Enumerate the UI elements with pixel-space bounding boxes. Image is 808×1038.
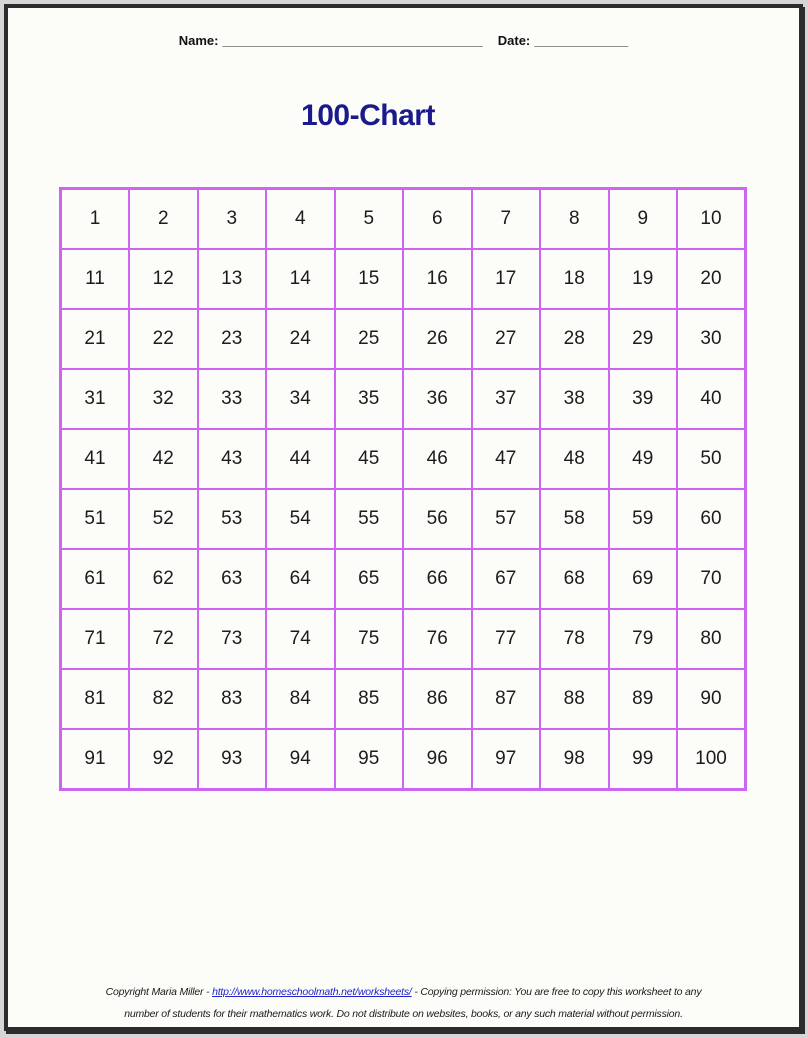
grid-cell-1: 1 <box>61 189 130 250</box>
grid-cell-77: 77 <box>472 609 541 669</box>
grid-cell-16: 16 <box>403 249 472 309</box>
grid-cell-100: 100 <box>677 729 746 790</box>
grid-cell-4: 4 <box>266 189 335 250</box>
grid-cell-9: 9 <box>609 189 678 250</box>
grid-cell-6: 6 <box>403 189 472 250</box>
grid-cell-70: 70 <box>677 549 746 609</box>
grid-cell-81: 81 <box>61 669 130 729</box>
grid-cell-8: 8 <box>540 189 609 250</box>
grid-cell-69: 69 <box>609 549 678 609</box>
grid-cell-79: 79 <box>609 609 678 669</box>
grid-cell-58: 58 <box>540 489 609 549</box>
grid-cell-84: 84 <box>266 669 335 729</box>
grid-cell-38: 38 <box>540 369 609 429</box>
worksheets-link[interactable]: http://www.homeschoolmath.net/worksheets/ <box>212 986 412 998</box>
grid-cell-20: 20 <box>677 249 746 309</box>
grid-cell-98: 98 <box>540 729 609 790</box>
grid-cell-10: 10 <box>677 189 746 250</box>
grid-cell-39: 39 <box>609 369 678 429</box>
grid-cell-55: 55 <box>335 489 404 549</box>
grid-cell-27: 27 <box>472 309 541 369</box>
grid-cell-65: 65 <box>335 549 404 609</box>
grid-cell-7: 7 <box>472 189 541 250</box>
grid-cell-96: 96 <box>403 729 472 790</box>
name-date-header <box>8 33 799 48</box>
grid-cell-41: 41 <box>61 429 130 489</box>
grid-row <box>61 609 746 669</box>
grid-row <box>61 729 746 790</box>
grid-row <box>61 669 746 729</box>
grid-cell-97: 97 <box>472 729 541 790</box>
grid-cell-53: 53 <box>198 489 267 549</box>
grid-cell-92: 92 <box>129 729 198 790</box>
grid-cell-3: 3 <box>198 189 267 250</box>
page-title: 100-Chart <box>301 99 435 132</box>
grid-cell-15: 15 <box>335 249 404 309</box>
grid-cell-26: 26 <box>403 309 472 369</box>
permission-text-line2: number of students for their mathematics work. Do not distribute on websites, books, or any such material without permission. <box>124 1008 683 1020</box>
grid-cell-17: 17 <box>472 249 541 309</box>
grid-cell-11: 11 <box>61 249 130 309</box>
grid-cell-60: 60 <box>677 489 746 549</box>
hundred-chart-body <box>61 189 746 790</box>
grid-cell-2: 2 <box>129 189 198 250</box>
grid-cell-12: 12 <box>129 249 198 309</box>
grid-row <box>61 309 746 369</box>
grid-cell-36: 36 <box>403 369 472 429</box>
grid-cell-45: 45 <box>335 429 404 489</box>
grid-cell-29: 29 <box>609 309 678 369</box>
grid-cell-49: 49 <box>609 429 678 489</box>
grid-cell-68: 68 <box>540 549 609 609</box>
grid-cell-43: 43 <box>198 429 267 489</box>
grid-cell-61: 61 <box>61 549 130 609</box>
grid-cell-34: 34 <box>266 369 335 429</box>
grid-cell-40: 40 <box>677 369 746 429</box>
grid-cell-71: 71 <box>61 609 130 669</box>
grid-cell-76: 76 <box>403 609 472 669</box>
grid-cell-42: 42 <box>129 429 198 489</box>
grid-cell-24: 24 <box>266 309 335 369</box>
grid-cell-56: 56 <box>403 489 472 549</box>
grid-cell-30: 30 <box>677 309 746 369</box>
grid-cell-28: 28 <box>540 309 609 369</box>
grid-cell-22: 22 <box>129 309 198 369</box>
grid-cell-75: 75 <box>335 609 404 669</box>
grid-cell-5: 5 <box>335 189 404 250</box>
grid-cell-93: 93 <box>198 729 267 790</box>
grid-cell-89: 89 <box>609 669 678 729</box>
grid-cell-21: 21 <box>61 309 130 369</box>
grid-cell-25: 25 <box>335 309 404 369</box>
grid-cell-19: 19 <box>609 249 678 309</box>
grid-cell-50: 50 <box>677 429 746 489</box>
date-blank-line[interactable]: _____________ <box>534 33 629 48</box>
worksheet-page <box>4 4 803 1031</box>
hundred-chart-table <box>59 187 747 791</box>
grid-row <box>61 429 746 489</box>
grid-cell-91: 91 <box>61 729 130 790</box>
grid-cell-13: 13 <box>198 249 267 309</box>
grid-cell-51: 51 <box>61 489 130 549</box>
name-label: Name: <box>178 33 219 48</box>
grid-cell-18: 18 <box>540 249 609 309</box>
copyright-footer <box>8 981 799 1025</box>
grid-cell-31: 31 <box>61 369 130 429</box>
grid-cell-57: 57 <box>472 489 541 549</box>
grid-cell-95: 95 <box>335 729 404 790</box>
copyright-text: Copyright Maria Miller - <box>105 986 213 998</box>
grid-cell-64: 64 <box>266 549 335 609</box>
grid-row <box>61 549 746 609</box>
grid-cell-85: 85 <box>335 669 404 729</box>
grid-cell-59: 59 <box>609 489 678 549</box>
grid-cell-48: 48 <box>540 429 609 489</box>
grid-row <box>61 189 746 250</box>
grid-cell-73: 73 <box>198 609 267 669</box>
grid-cell-82: 82 <box>129 669 198 729</box>
grid-cell-99: 99 <box>609 729 678 790</box>
grid-cell-86: 86 <box>403 669 472 729</box>
grid-cell-47: 47 <box>472 429 541 489</box>
grid-cell-62: 62 <box>129 549 198 609</box>
grid-cell-23: 23 <box>198 309 267 369</box>
grid-cell-37: 37 <box>472 369 541 429</box>
grid-cell-74: 74 <box>266 609 335 669</box>
grid-row <box>61 369 746 429</box>
grid-cell-83: 83 <box>198 669 267 729</box>
grid-cell-78: 78 <box>540 609 609 669</box>
grid-cell-90: 90 <box>677 669 746 729</box>
permission-text: - Copying permission: You are free to copy this worksheet to any <box>411 986 702 998</box>
grid-cell-44: 44 <box>266 429 335 489</box>
grid-row <box>61 249 746 309</box>
name-blank-line[interactable]: ____________________________________ <box>222 33 483 48</box>
grid-cell-87: 87 <box>472 669 541 729</box>
grid-cell-63: 63 <box>198 549 267 609</box>
grid-cell-80: 80 <box>677 609 746 669</box>
grid-cell-72: 72 <box>129 609 198 669</box>
date-label: Date: <box>497 33 531 48</box>
grid-cell-46: 46 <box>403 429 472 489</box>
grid-row <box>61 489 746 549</box>
grid-cell-52: 52 <box>129 489 198 549</box>
grid-cell-14: 14 <box>266 249 335 309</box>
grid-cell-66: 66 <box>403 549 472 609</box>
grid-cell-67: 67 <box>472 549 541 609</box>
grid-cell-54: 54 <box>266 489 335 549</box>
grid-cell-32: 32 <box>129 369 198 429</box>
grid-cell-35: 35 <box>335 369 404 429</box>
grid-cell-33: 33 <box>198 369 267 429</box>
grid-cell-88: 88 <box>540 669 609 729</box>
grid-cell-94: 94 <box>266 729 335 790</box>
